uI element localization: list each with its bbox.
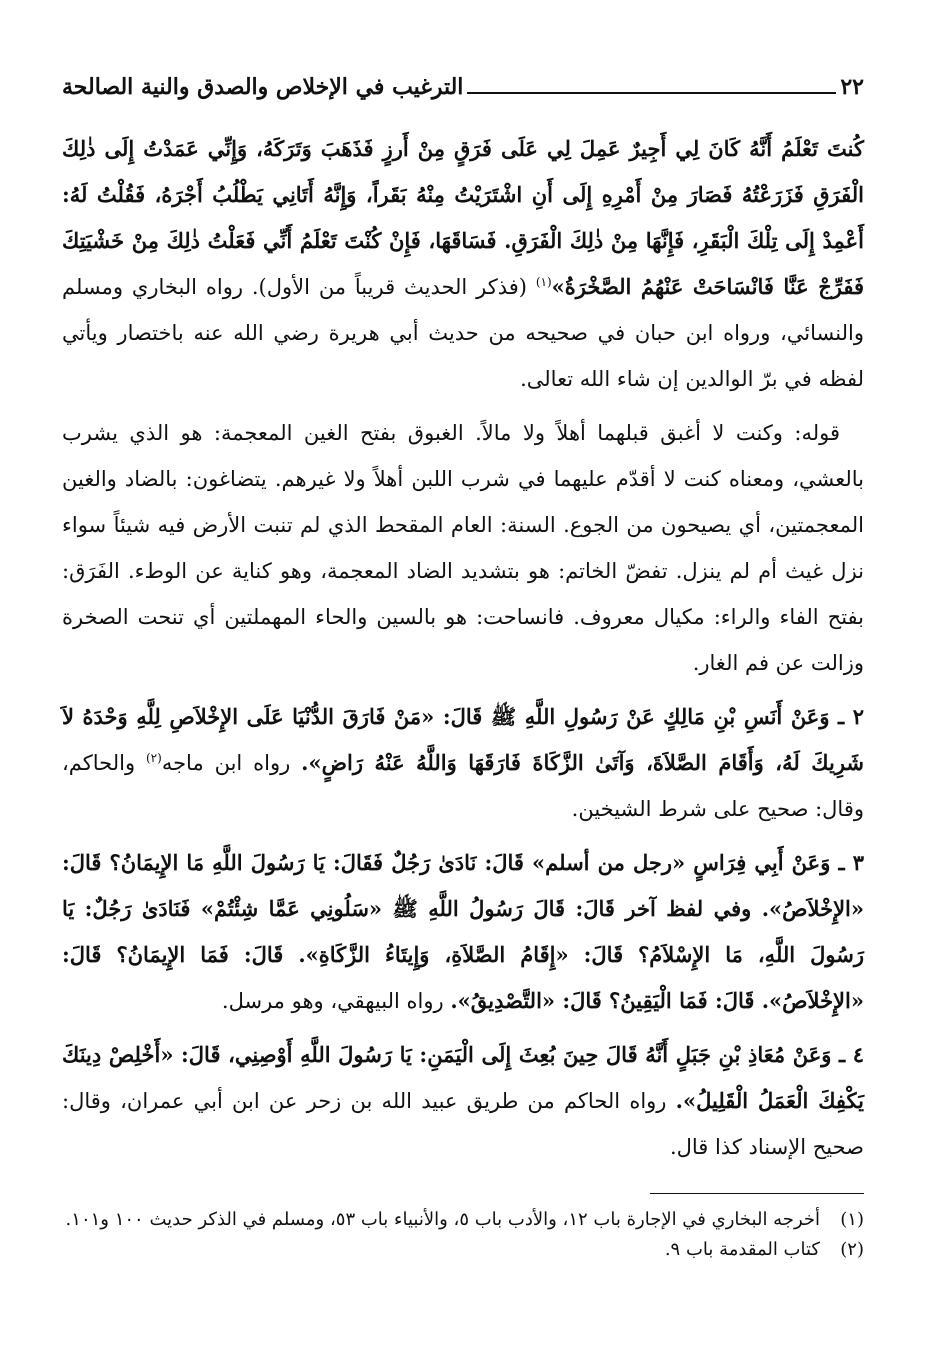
hadith-quote: ٤ ـ وَعَنْ مُعَاذِ بْنِ جَبَلٍ أَنَّهُ قَالَ حِينَ بُعِثَ إِلَى الْيَمَنِ: يَا رَسُولَ اللَّهِ أَوْصِنِي، قَالَ: «أَخْلِصْ دِينَكَ يَكْفِكَ الْعَمَلُ الْقَلِيلُ». (62, 1042, 864, 1113)
commentary: والحاكم، وقال: صحيح على شرط الشيخين. (62, 751, 864, 821)
footnote-text: أخرجه البخاري في الإجارة باب ١٢، والأدب باب ٥، والأنبياء باب ٥٣، ومسلم في الذكر حديث ١٠٠ و١٠١. (65, 1209, 820, 1230)
running-header (62, 72, 864, 102)
footnote-separator (650, 1193, 864, 1194)
footnotes (62, 1205, 864, 1265)
footnote-number: (١) (840, 1209, 864, 1230)
header-rule (467, 92, 836, 94)
main-text (62, 126, 864, 1178)
commentary: رواه الحاكم من طريق عبيد الله بن زحر عن ابن أبي عمران، وقال: صحيح الإسناد كذا قال. (62, 1089, 864, 1159)
running-title: الترغيب في الإخلاص والصدق والنية الصالحة (62, 74, 464, 100)
paragraph-hadith-3 (62, 840, 864, 1024)
footnote-ref-2: (٢) (145, 751, 162, 765)
footnote-1 (62, 1205, 864, 1235)
page-number: ٢٢ (840, 74, 864, 100)
paragraph-hadith-2 (62, 694, 864, 832)
footnote-number: (٢) (840, 1239, 864, 1260)
hadith-quote: ٣ ـ وَعَنْ أَبِي فِرَاسٍ «رجل من أسلم» قَالَ: نَادَىٰ رَجُلٌ فَقَالَ: يَا رَسُولَ اللَّهِ مَا الإِيمَانُ؟ قَالَ: «الإِخْلاَصُ». وفي لفظ آخر قَالَ: قَالَ رَسُولُ اللَّهِ ﷺ «سَلُونِي عَمَّا شِئْتُمْ» فَنَادَىٰ رَجُلٌ: يَا رَسُولَ اللَّهِ، مَا الإِسْلاَمُ؟ قَالَ: «إِقَامُ الصَّلاَةِ، وَإِيتَاءُ الزَّكَاةِ». قَالَ: فَمَا الإِيمَانُ؟ قَالَ: «الإِخْلاَصُ». قَالَ: فَمَا الْيَقِينُ؟ قَالَ: «التَّصْدِيقُ». (62, 850, 864, 1013)
commentary: (فذكر الحديث قريباً من الأول). رواه البخاري ومسلم والنسائي، ورواه ابن حبان في صحيحه من حديث أبي هريرة رضي الله عنه باختصار ويأتي لفظه في برّ الوالدين إن شاء الله تعالى. (62, 275, 864, 391)
paragraph-hadith-4 (62, 1032, 864, 1170)
paragraph-glossary: قوله: وكنت لا أغبق قبلهما أهلاً ولا مالاً. الغبوق بفتح الغين المعجمة: هو الذي يشرب بالعشي، ومعناه كنت لا أقدّم عليهما في شرب اللبن أهلاً ولا غيرهم. يتضاغون: بالضاد والغين المعجمتين، أي يصيحون من الجوع. السنة: العام المقحط الذي لم تنبت الأرض فيه شيئاً سواء نزل غيث أم لم ينزل. تفضّ الخاتم: هو بتشديد الضاد المعجمة، وهو كناية عن الوطء. الفَرَق: بفتح الفاء والراء: مكيال معروف. فانساحت: هو بالسين والحاء المهملتين أي تنحت الصخرة وزالت عن فم الغار. (62, 421, 864, 675)
hadith-quote: ٢ ـ وَعَنْ أَنَسِ بْنِ مَالِكٍ عَنْ رَسُولِ اللَّهِ ﷺ قَالَ: «مَنْ فَارَقَ الدُّنْيَا عَلَى الإِخْلاَصِ لِلَّهِ وَحْدَهُ لاَ شَرِيكَ لَهُ، وَأَقَامَ الصَّلاَةَ، وَآتَىٰ الزَّكَاةَ فَارَقَهَا وَاللَّهُ عَنْهُ رَاضٍ». (62, 704, 864, 775)
commentary: رواه ابن ماجه (161, 751, 302, 775)
footnote-ref-1: (١) (535, 275, 552, 289)
hadith-quote: كُنتَ تَعْلَمُ أَنَّهُ كَانَ لِي أَجِيرٌ عَمِلَ لِي عَلَى فَرَقٍ مِنْ أَرزٍ فَذَهَبَ وَتَرَكَهُ، وَإِنِّي عَمَدْتُ إِلَى ذٰلِكَ الْفَرَقِ فَزَرَعْتُهُ فَصَارَ مِنْ أَمْرِهِ إِلَى أَنِ اشْتَرَيْتُ مِنْهُ بَقَراً، وَإِنَّهُ أَتَانِي يَطْلُبُ أَجْرَهُ، فَقُلْتُ لَهُ: أَعْمِدْ إِلَى تِلْكَ الْبَقَرِ، فَإِنَّهَا مِنْ ذٰلِكَ الْفَرَقِ. فَسَاقَهَا، فَإِنْ كُنْتَ تَعْلَمُ أَنِّي فَعَلْتُ ذٰلِكَ مِنْ خَشْيَتِكَ فَفَرِّجْ عَنَّا فَانْسَاحَتْ عَنْهُمُ الصَّخْرَةُ» (62, 136, 864, 299)
footnote-2 (62, 1235, 864, 1265)
commentary: رواه البيهقي، وهو مرسل. (221, 989, 451, 1013)
footnote-text: كتاب المقدمة باب ٩. (664, 1239, 820, 1260)
paragraph-hadith-continuation (62, 126, 864, 402)
